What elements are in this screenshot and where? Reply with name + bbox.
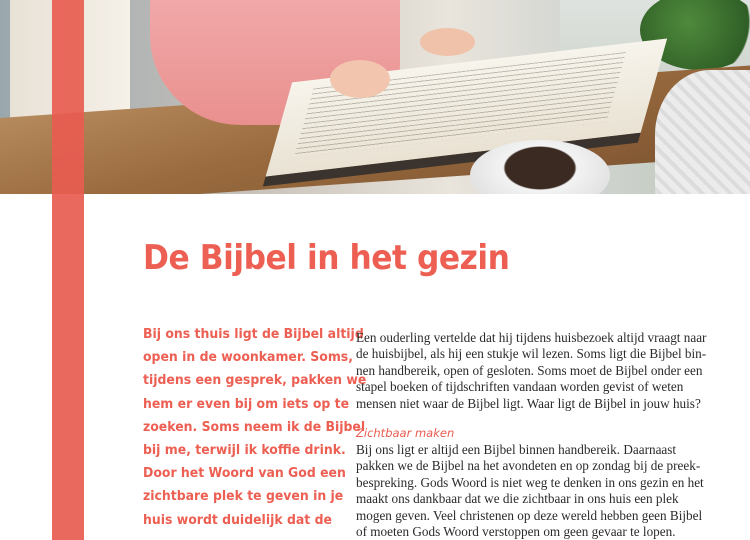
article-intro xyxy=(143,323,367,532)
intro-line: open in de woonkamer. Soms, xyxy=(143,350,353,366)
intro-line: zoeken. Soms neem ik de Bijbel xyxy=(143,419,366,435)
body-line: of moeten Gods Woord verstoppen om geen gevaar te lopen. xyxy=(356,524,676,540)
body-line: mogen geven. Veel christenen op deze wereld hebben geen Bijbel xyxy=(356,507,703,523)
paragraph-2 xyxy=(356,442,736,540)
article-title: De Bijbel in het gezin xyxy=(143,238,510,278)
body-line: nen handbereik, open of gesloten. Soms moet de Bijbel onder een xyxy=(356,362,703,378)
body-line: Een ouderling vertelde dat hij tijdens huisbezoek altijd vraagt naar xyxy=(356,330,707,345)
intro-line: hem er even bij om iets op te xyxy=(143,396,350,412)
paragraph-1 xyxy=(356,330,736,412)
intro-line: Bij ons thuis ligt de Bijbel altijd xyxy=(143,327,364,342)
photo-hand xyxy=(330,60,390,98)
intro-line: zichtbare plek te geven in je xyxy=(143,489,344,505)
intro-line: bij me, terwijl ik koffie drink. xyxy=(143,443,346,459)
subheading: Zichtbaar maken xyxy=(356,426,455,441)
photo-hand-second xyxy=(420,28,475,56)
body-line: stapel boeken of tijdschriften vandaan worden gevist of weten xyxy=(356,379,684,395)
intro-line: Door het Woord van God een xyxy=(143,466,346,482)
article-body xyxy=(356,330,736,540)
body-line: maakt ons dankbaar dat we die zichtbaar in ons huis een plek xyxy=(356,491,679,507)
body-line: bespreking. Gods Woord is niet weg te denken in ons gezin en het xyxy=(356,474,704,490)
intro-line: huis wordt duidelijk dat de xyxy=(143,512,332,528)
accent-bar xyxy=(52,0,84,540)
body-line: Bij ons ligt er altijd een Bijbel binnen handbereik. Daarnaast xyxy=(356,442,677,458)
body-line: pakken we de Bijbel na het avondeten en op zondag bij de preek- xyxy=(356,458,701,474)
body-line: de huisbijbel, als hij een stukje wil lezen. Soms ligt die Bijbel bin- xyxy=(356,346,707,362)
header-photo xyxy=(0,0,750,194)
body-line: mensen niet waar de Bijbel ligt. Waar ligt de Bijbel in jouw huis? xyxy=(356,395,701,411)
intro-line: tijdens een gesprek, pakken we xyxy=(143,373,367,389)
